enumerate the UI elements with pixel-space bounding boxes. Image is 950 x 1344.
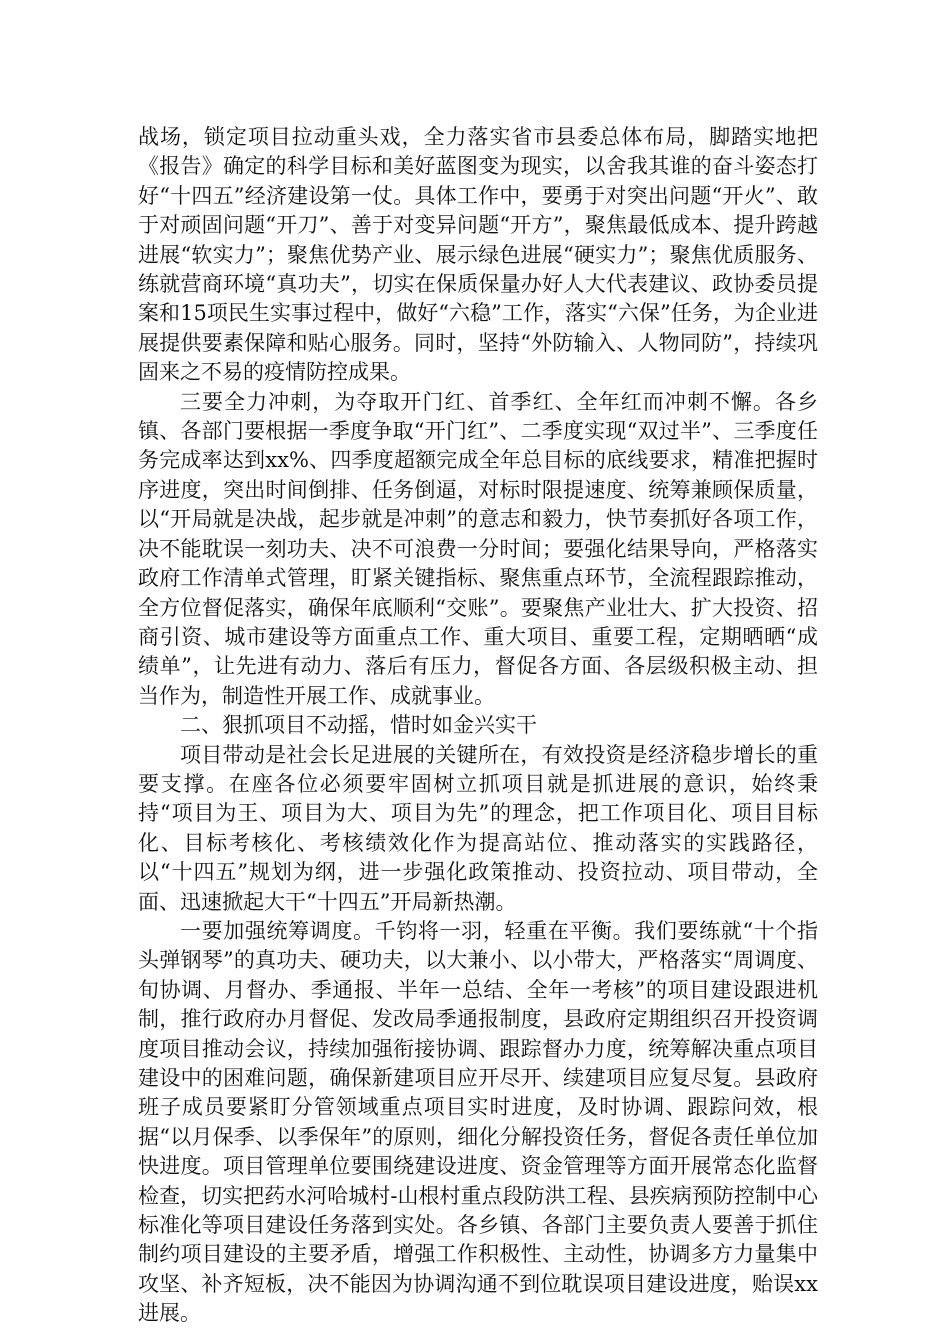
section-heading-2: 二、狠抓项目不动摇，惜时如金兴实干	[180, 713, 537, 738]
document-body	[138, 123, 818, 1329]
paragraph-2: 三要全力冲刺，为夺取开门红、首季红、全年红而冲刺不懈。各乡镇、各部门要根据一季度争取“开门红”、二季度实现“双过半”、三季度任务完成率达到xx%、四季度超额完成全年总目标的底线要求，精准把握时序进度，突出时间倒排、任务倒逼，对标时限提速度、统筹兼顾保质量，以“开局就是决战，起步就是冲刺”的意志和毅力，快节奏抓好各项工作，决不能耽误一刻功夫、决不可浪费一分时间；要强化结果导向，严格落实政府工作清单式管理，盯紧关键指标、聚焦重点环节，全流程跟踪推动，全方位督促落实，确保年底顺利“交账”。要聚焦产业壮大、扩大投资、招商引资、城市建设等方面重点工作、重大项目、重要工程，定期晒晒“成绩单”，让先进有动力、落后有压力，督促各方面、各层级积极主动、担当作为，制造性开展工作、成就事业。	[138, 389, 818, 708]
paragraph-3: 项目带动是社会长足进展的关键所在，有效投资是经济稳步增长的重要支撑。在座各位必须要牢固树立抓项目就是抓进展的意识，始终秉持“项目为王、项目为大、项目为先”的理念，把工作项目化、项目目标化、目标考核化、考核绩效化作为提高站位、推动落实的实践路径，以“十四五”规划为纲，进一步强化政策推动、投资拉动、项目带动，全面、迅速掀起大干“十四五”开局新热潮。	[138, 742, 818, 914]
paragraph-1: 战场，锁定项目拉动重头戏，全力落实省市县委总体布局，脚踏实地把《报告》确定的科学目标和美好蓝图变为现实，以舍我其谁的奋斗姿态打好“十四五”经济建设第一仗。具体工作中，要勇于对突出问题“开火”、敢于对顽固问题“开刀”、善于对变异问题“开方”，聚焦最低成本、提升跨越进展“软实力”；聚焦优势产业、展示绿色进展“硬实力”；聚焦优质服务、练就营商环境“真功夫”，切实在保质保量办好人大代表建议、政协委员提案和15项民生实事过程中，做好“六稳”工作，落实“六保”任务，为企业进展提供要素保障和贴心服务。同时，坚持“外防输入、人物同防”，持续巩固来之不易的疫情防控成果。	[138, 125, 818, 385]
paragraph-4: 一要加强统筹调度。千钧将一羽，轻重在平衡。我们要练就“十个指头弹钢琴”的真功夫、硬功夫，以大兼小、以小带大，严格落实“周调度、旬协调、月督办、季通报、半年一总结、全年一考核”的项目建设跟进机制，推行政府办月督促、发改局季通报制度，县政府定期组织召开投资调度项目推动会议，持续加强衔接协调、跟踪督办力度，统筹解决重点项目建设中的困难问题，确保新建项目应开尽开、续建项目应复尽复。县政府班子成员要紧盯分管领域重点项目实时进度，及时协调、跟踪问效，根据“以月保季、以季保年”的原则，细化分解投资任务，督促各责任单位加快进度。项目管理单位要围绕建设进度、资金管理等方面开展常态化监督检查，切实把药水河哈城村-山根村重点段防洪工程、县疾病预防控制中心标准化等项目建设任务落到实处。各乡镇、各部门主要负责人要善于抓住制约项目建设的主要矛盾，增强工作积极性、主动性，协调多方力量集中攻坚、补齐短板，决不能因为协调沟通不到位耽误项目建设进度，贻误xx进展。	[138, 918, 818, 1326]
